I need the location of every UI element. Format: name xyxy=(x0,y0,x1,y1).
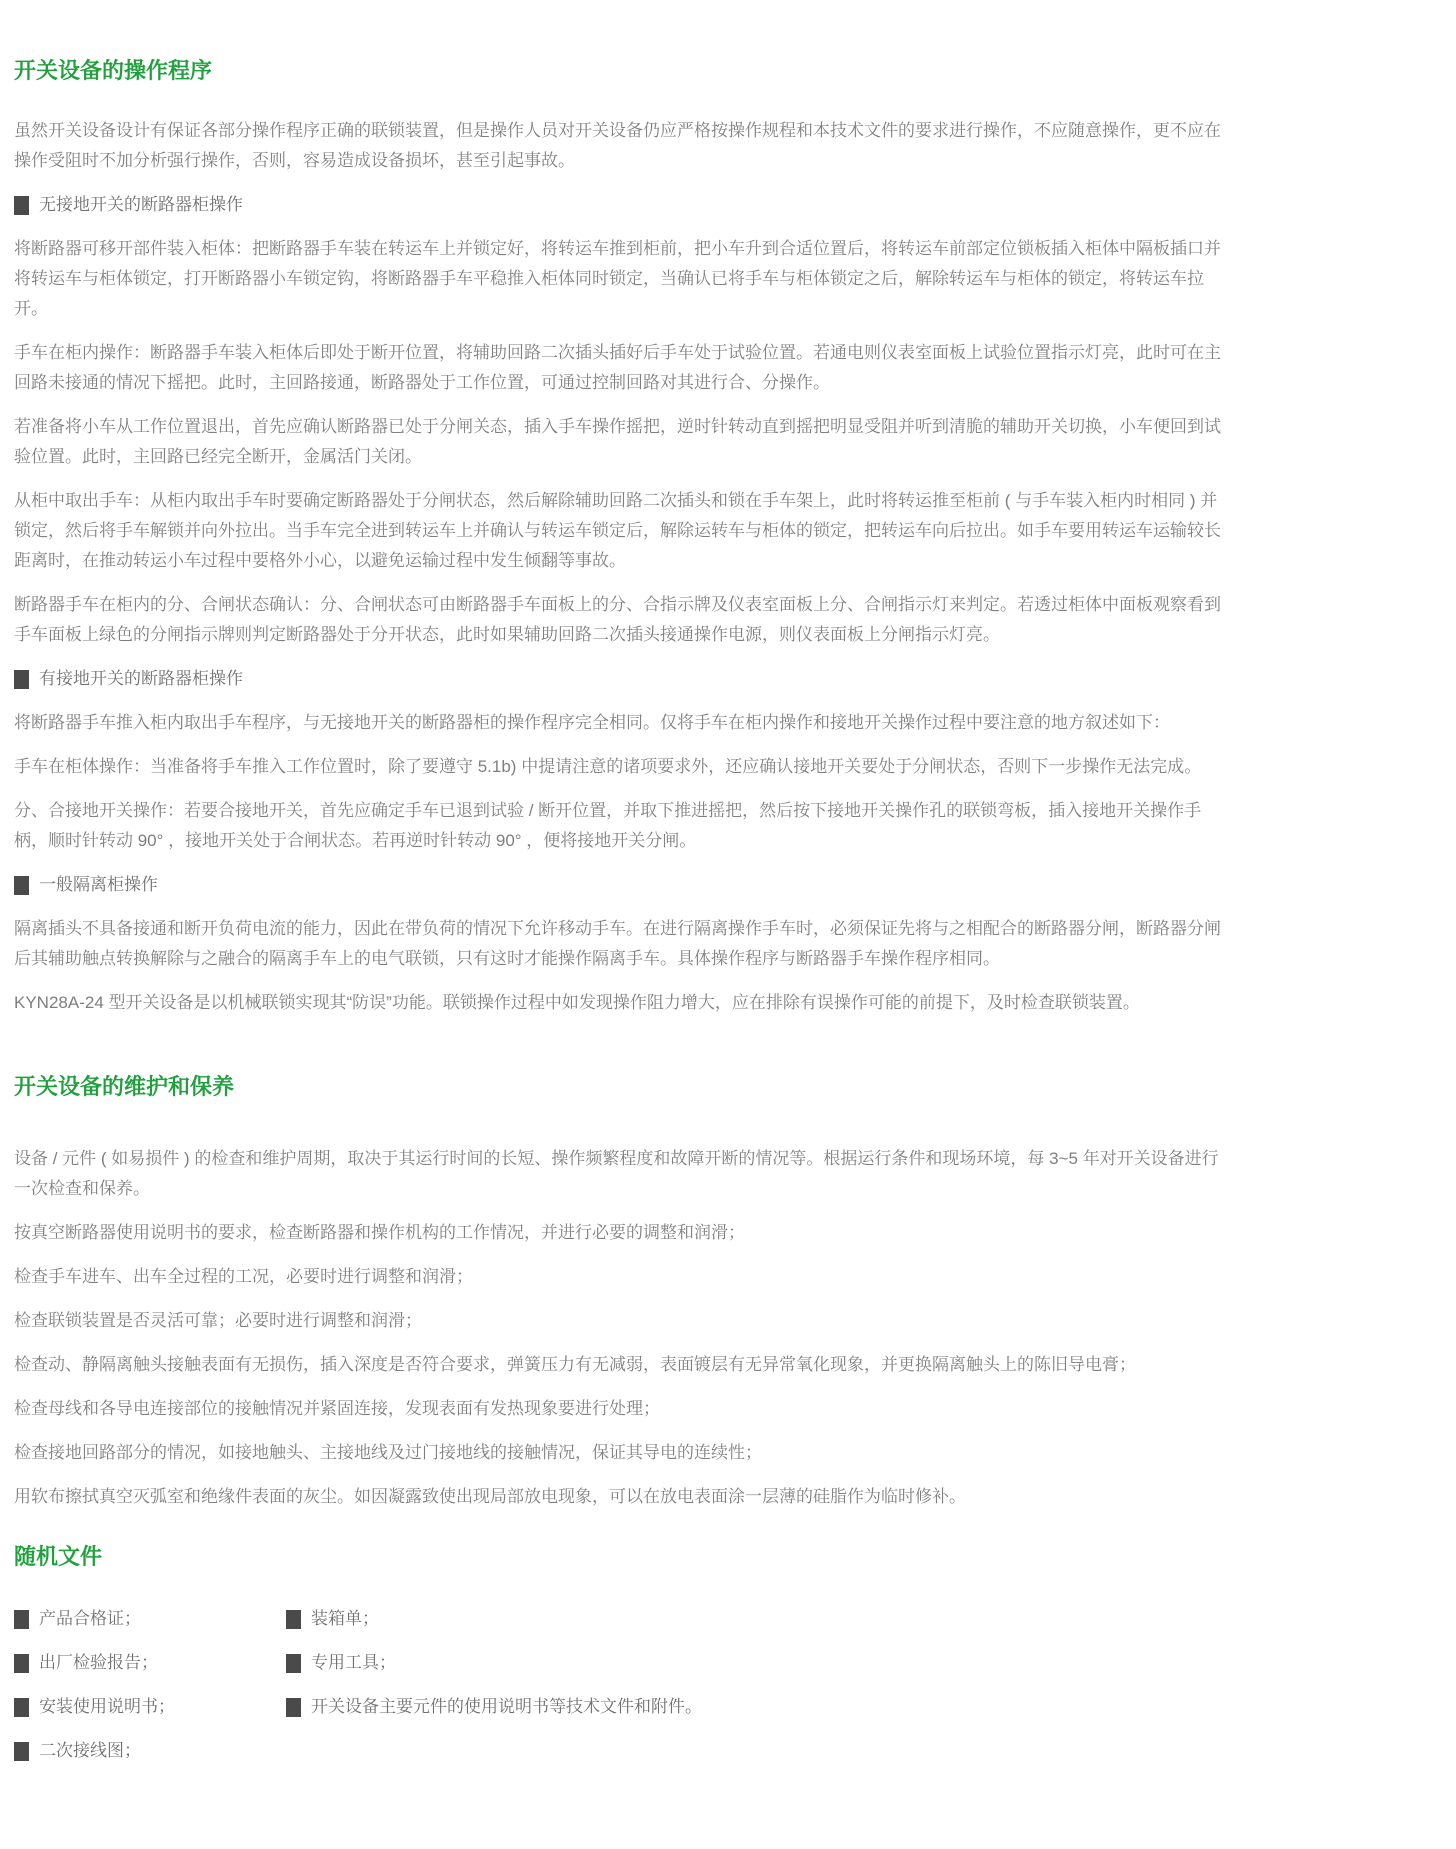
paragraph: 若准备将小车从工作位置退出，首先应确认断路器已处于分闸关态，插入手车操作摇把，逆时针转动直到摇把明显受阻并听到清脆的辅助开关切换，小车便回到试验位置。此时，主回路已经完全断开，金属活门关闭。 xyxy=(14,417,1221,466)
section-title-documents: 随机文件 xyxy=(14,1544,103,1569)
documents-list xyxy=(14,1604,1226,1780)
paragraph: 检查动、静隔离触头接触表面有无损伤，插入深度是否符合要求，弹簧压力有无减弱，表面镀层有无异常氧化现象，并更换隔离触头上的陈旧导电膏； xyxy=(14,1355,1136,1374)
document-label: 二次接线图； xyxy=(39,1741,141,1760)
subsection-title: 一般隔离柜操作 xyxy=(39,875,158,894)
paragraph: 检查母线和各导电连接部位的接触情况并紧固连接，发现表面有发热现象要进行处理； xyxy=(14,1399,660,1418)
subsection-header-general-isolation-cabinet xyxy=(14,870,1226,900)
document-label: 专用工具； xyxy=(311,1653,396,1672)
paragraph: 检查联锁装置是否灵活可靠；必要时进行调整和润滑； xyxy=(14,1311,422,1330)
list-item xyxy=(14,1692,286,1722)
bullet-square-icon xyxy=(286,1610,301,1629)
document-label: 装箱单； xyxy=(311,1609,379,1628)
paragraph: KYN28A-24 型开关设备是以机械联锁实现其“防误”功能。联锁操作过程中如发现操作阻力增大，应在排除有误操作可能的前提下，及时检查联锁装置。 xyxy=(14,993,1140,1012)
paragraph: 手车在柜内操作：断路器手车装入柜体后即处于断开位置，将辅助回路二次插头插好后手车处于试验位置。若通电则仪表室面板上试验位置指示灯亮，此时可在主回路未接通的情况下摇把。此时，主回路接通，断路器处于工作位置，可通过控制回路对其进行合、分操作。 xyxy=(14,343,1221,392)
bullet-square-icon xyxy=(14,670,29,689)
bullet-square-icon xyxy=(14,1742,29,1761)
list-item xyxy=(14,1604,286,1634)
list-item xyxy=(14,1736,286,1766)
list-item xyxy=(286,1648,702,1678)
section-operation-procedure xyxy=(14,56,1226,1018)
paragraph: 用软布擦拭真空灭弧室和绝缘件表面的灰尘。如因凝露致使出现局部放电现象，可以在放电表面涂一层薄的硅脂作为临时修补。 xyxy=(14,1487,966,1506)
document-label: 出厂检验报告； xyxy=(39,1653,158,1672)
documents-column-2 xyxy=(286,1604,702,1736)
subsection-title: 无接地开关的断路器柜操作 xyxy=(39,195,243,214)
paragraph: 隔离插头不具备接通和断开负荷电流的能力，因此在带负荷的情况下允许移动手车。在进行隔离操作手车时，必须保证先将与之相配合的断路器分闸，断路器分闸后其辅助触点转换解除与之融合的隔离手车上的电气联锁，只有这时才能操作隔离手车。具体操作程序与断路器手车操作程序相同。 xyxy=(14,919,1221,968)
bullet-square-icon xyxy=(14,1654,29,1673)
list-item xyxy=(286,1604,702,1634)
list-item xyxy=(286,1692,702,1722)
bullet-square-icon xyxy=(14,1610,29,1629)
paragraph: 手车在柜体操作：当准备将手车推入工作位置时，除了要遵守 5.1b) 中提请注意的诸项要求外，还应确认接地开关要处于分闸状态，否则下一步操作无法完成。 xyxy=(14,757,1202,776)
document-label: 产品合格证； xyxy=(39,1609,141,1628)
paragraph: 将断路器可移开部件装入柜体：把断路器手车装在转运车上并锁定好，将转运车推到柜前，把小车升到合适位置后，将转运车前部定位锁板插入柜体中隔板插口并将转运车与柜体锁定，打开断路器小车锁定钩，将断路器手车平稳推入柜体同时锁定，当确认已将手车与柜体锁定之后，解除转运车与柜体的锁定，将转运车拉开。 xyxy=(14,239,1221,318)
bullet-square-icon xyxy=(14,1698,29,1717)
paragraph: 虽然开关设备设计有保证各部分操作程序正确的联锁装置，但是操作人员对开关设备仍应严格按操作规程和本技术文件的要求进行操作，不应随意操作，更不应在操作受阻时不加分析强行操作，否则，容易造成设备损坏，甚至引起事故。 xyxy=(14,121,1221,170)
subsection-header-no-earthing-switch xyxy=(14,190,1226,220)
bullet-square-icon xyxy=(14,196,29,215)
bullet-square-icon xyxy=(286,1698,301,1717)
list-item xyxy=(14,1648,286,1678)
section-maintenance xyxy=(14,1072,1226,1512)
bullet-square-icon xyxy=(14,876,29,895)
paragraph: 将断路器手车推入柜内取出手车程序，与无接地开关的断路器柜的操作程序完全相同。仅将手车在柜内操作和接地开关操作过程中要注意的地方叙述如下： xyxy=(14,713,1170,732)
paragraph: 从柜中取出手车：从柜内取出手车时要确定断路器处于分闸状态，然后解除辅助回路二次插头和锁在手车架上，此时将转运推至柜前 ( 与手车装入柜内时相同 ) 并锁定，然后将手车解锁并向外拉出。当手车完全进到转运车上并确认与转运车锁定后，解除运转车与柜体的锁定，把转运车向后拉出。如手车要用转运车运输较长距离时，在推动转运小车过程中要格外小心，以避免运输过程中发生倾翻等事故。 xyxy=(14,491,1221,570)
section-title-maintenance: 开关设备的维护和保养 xyxy=(14,1074,235,1099)
section-accompanying-documents xyxy=(14,1542,1226,1780)
subsection-header-with-earthing-switch xyxy=(14,664,1226,694)
paragraph: 断路器手车在柜内的分、合闸状态确认：分、合闸状态可由断路器手车面板上的分、合指示牌及仪表室面板上分、合闸指示灯来判定。若透过柜体中面板观察看到手车面板上绿色的分闸指示牌则判定断路器处于分开状态，此时如果辅助回路二次插头接通操作电源，则仪表面板上分闸指示灯亮。 xyxy=(14,595,1221,644)
subsection-title: 有接地开关的断路器柜操作 xyxy=(39,669,243,688)
paragraph: 按真空断路器使用说明书的要求，检查断路器和操作机构的工作情况，并进行必要的调整和润滑； xyxy=(14,1223,745,1242)
section-title-operation: 开关设备的操作程序 xyxy=(14,58,213,83)
bullet-square-icon xyxy=(286,1654,301,1673)
document-label: 安装使用说明书； xyxy=(39,1697,175,1716)
paragraph: 检查手车进车、出车全过程的工况，必要时进行调整和润滑； xyxy=(14,1267,473,1286)
documents-column-1 xyxy=(14,1604,286,1780)
paragraph: 分、合接地开关操作：若要合接地开关，首先应确定手车已退到试验 / 断开位置，并取下推进摇把，然后按下接地开关操作孔的联锁弯板，插入接地开关操作手柄，顺时针转动 90° ，接地开关处于合闸状态。若再逆时针转动 90° ，便将接地开关分闸。 xyxy=(14,801,1202,850)
paragraph: 检查接地回路部分的情况，如接地触头、主接地线及过门接地线的接触情况，保证其导电的连续性； xyxy=(14,1443,762,1462)
paragraph: 设备 / 元件 ( 如易损件 ) 的检查和维护周期，取决于其运行时间的长短、操作频繁程度和故障开断的情况等。根据运行条件和现场环境，每 3~5 年对开关设备进行一次检查和保养。 xyxy=(14,1149,1219,1198)
document-label: 开关设备主要元件的使用说明书等技术文件和附件。 xyxy=(311,1697,702,1716)
